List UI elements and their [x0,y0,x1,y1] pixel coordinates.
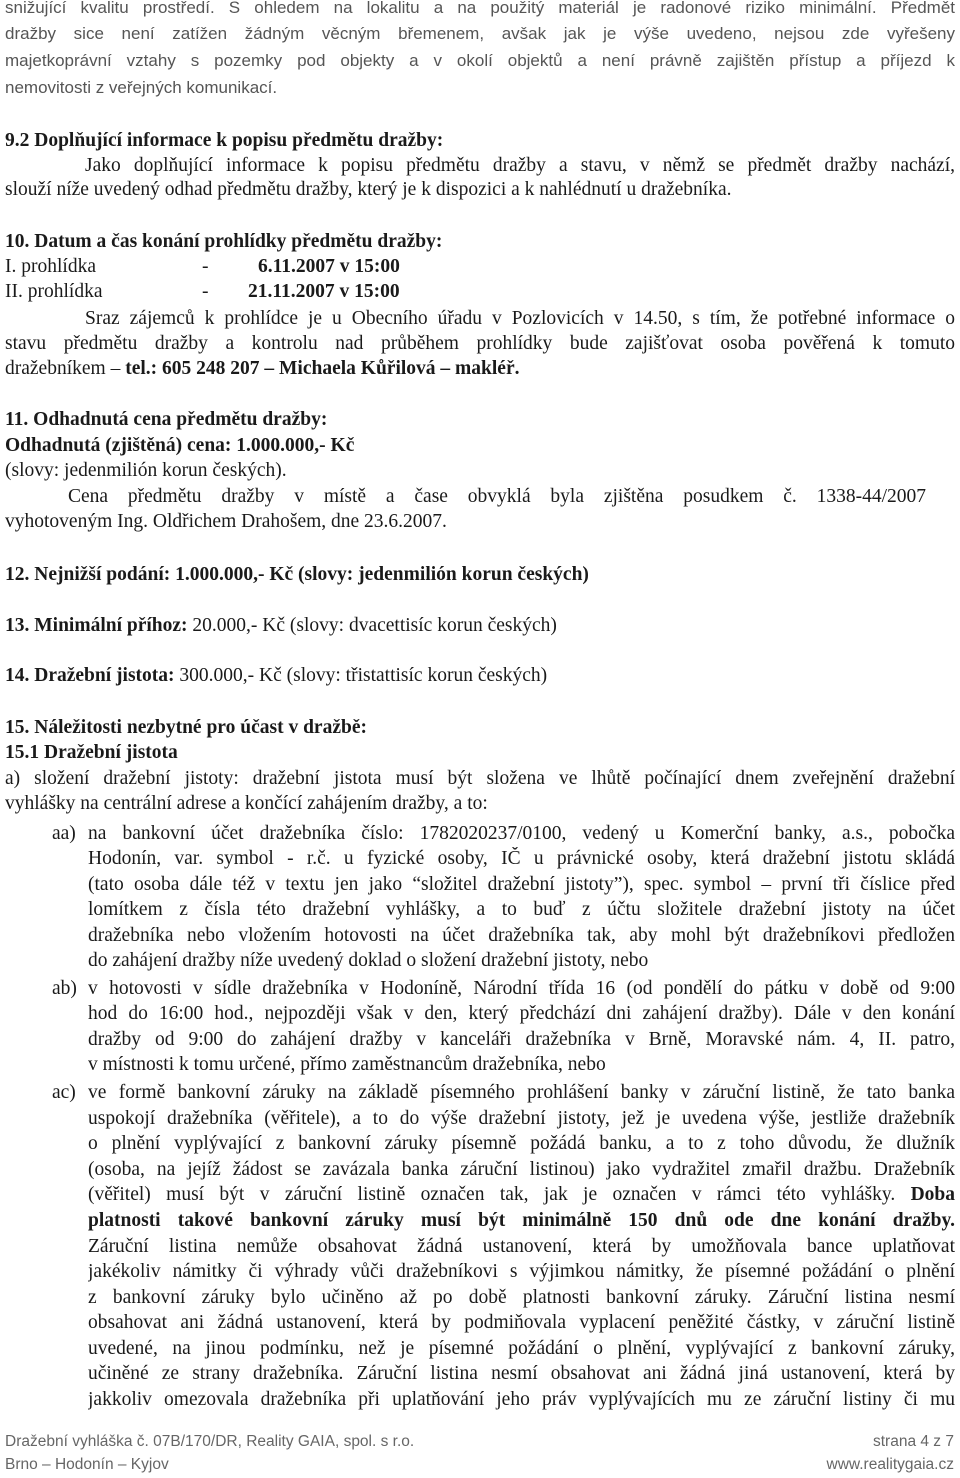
guarantee-validity: platnosti takové bankovní záruky musí být minimálně 150 dnů ode dne konání dražby. [88,1210,955,1231]
visit-1-date: 6.11.2007 v 15:00 [258,256,400,277]
list-item-line: na bankovní účet dražebníka číslo: 1782020237/0100, vedený u Komerční banky, a.s., pobočka [88,823,955,844]
section-heading-11: 11. Odhadnutá cena předmětu dražby: [5,409,328,430]
contact-line [5,357,519,381]
list-item-line: dražebníka nebo vložením hotovosti na účet dražebníka tak, aby mohl být dražebníkovi předložen [88,925,955,946]
list-item-line: o plnění vyplývající z bankovní záruky písemně požádá banku, a to z toho důvodu, že dlužník [88,1133,955,1154]
list-item-line: uvedené, na jinou podmínku, než je písemné požádání o plnění, vyplývající z bankovní záruky, [88,1338,955,1359]
list-item-line: obsahovat ani žádná ustanovení, která by podmiňovala vyplacení peněžité částky, v záruční listině [88,1312,955,1333]
paragraph-line: majetkoprávní vztahy s pozemky pod objekty a v okolí objektů a není právně zajištěn přístup a příjezd k [5,51,955,70]
visit-2-date: 21.11.2007 v 15:00 [248,281,400,302]
list-item-line: Hodonín, var. symbol - r.č. u fyzické osoby, IČ u právnické osoby, která dražební jistotu skládá [88,848,955,869]
footer-website: www.realitygaia.cz [826,1456,954,1473]
paragraph-line: snižující kvalitu prostředí. S ohledem na lokalitu a na použitý materiál je radonové riziko minimální. Předmět [5,0,955,17]
guarantee-text: (věřitel) musí být v záruční listině označen tak, jak je označen v rámci této vyhlášky. [88,1184,911,1205]
list-item-line: z bankovní záruky bylo učiněno až po době platnosti bankovní záruky. Záruční listina nesmí [88,1287,955,1308]
list-item-label-aa: aa) [52,823,76,844]
paragraph-line: vyhlášky na centrální adrese a končící zahájením dražby, a to: [5,793,488,814]
section-heading-10: 10. Datum a čas konání prohlídky předmětu dražby: [5,231,443,252]
list-item-line: jakékoliv námitky či výhrady vůči dražebníkovi s výjimkou námitky, že písemné požádání o plnění [88,1261,955,1282]
list-item-line: uspokojí dražebníka (věřitele), a to do výše dražební jistoty, jež je uvedena výše, jestliže dražebník [88,1108,955,1129]
section-heading-9-2: 9.2 Doplňující informace k popisu předmětu dražby: [5,130,444,151]
footer-page-number: strana 4 z 7 [873,1433,954,1450]
visit-1-dash: - [202,256,209,277]
list-item-line: do zahájení dražby níže uvedený doklad o složení dražební jistoty, nebo [88,950,649,971]
paragraph-line: dražby sice není zatížen žádným věcným břemenem, avšak jak je výše uvedeno, nejsou zde vyřešeny [5,24,955,43]
section-13 [5,614,557,638]
list-item-line: dražby od 9:00 do zahájení dražby v kanceláři dražebníka v Brně, Moravské nám. 4, II. patro, [88,1029,955,1050]
list-item-line: v hotovosti v sídle dražebníka v Hodoníně, Národní třída 16 (od pondělí do pátku v době od 9:00 [88,978,955,999]
list-item-line: (osoba, na jejíž žádost se zavázala banka záruční listinou) jako vydražitel zmařil dražbu. Dražebník [88,1159,955,1180]
list-item-line: Záruční listina nemůže obsahovat žádná ustanovení, která by umožňovala bance uplatňovat [88,1236,955,1257]
paragraph-line: a) složení dražební jistoty: dražební jistota musí být složena ve lhůtě počínající dnem zveřejnění dražební [5,768,955,789]
section-heading-14: 14. Dražební jistota: [5,665,180,686]
visit-2-dash: - [202,281,209,302]
list-item-line: lomítkem z čísla této dražební vyhlášky, a to buď z účtu složitele dražební jistoty na účet [88,899,955,920]
list-item-line: učiněné ze strany dražebníka. Záruční listina nesmí obsahovat ani žádná jiná ustanovení, která by [88,1363,955,1384]
contact-phone: tel.: 605 248 207 – Michaela Kůřilová – makléř. [125,358,520,379]
list-item-line: jakkoliv omezovala dražebníka při uplatňování jeho práv vyplývajících mu ze záruční listiny či mu [88,1389,955,1410]
section-heading-12: 12. Nejnižší podání: 1.000.000,- Kč (slovy: jedenmilión korun českých) [5,564,589,585]
estimated-price: Odhadnutá (zjištěná) cena: 1.000.000,- Kč [5,435,355,456]
paragraph-line: slouží níže uvedený odhad předmětu dražby, který je k dispozici a k nahlédnutí u dražebníka. [5,179,732,200]
paragraph-line: Cena předmětu dražby v místě a čase obvyklá byla zjištěna posudkem č. 1338-44/2007 [68,486,926,507]
footer-document-id: Dražební vyhláška č. 07B/170/DR, Reality GAIA, spol. s r.o. [5,1433,415,1450]
section-heading-15: 15. Náležitosti nezbytné pro účast v dražbě: [5,717,367,738]
contact-prefix: dražebníkem – [5,358,126,379]
list-item-label-ab: ab) [52,978,77,999]
subsection-heading-15-1: 15.1 Dražební jistota [5,742,178,763]
paragraph-line: vyhotoveným Ing. Oldřichem Drahošem, dne 23.6.2007. [5,511,447,532]
paragraph-line: stavu předmětu dražby a kontrolu nad průběhem prohlídky bude zajišťovat osoba pověřená k tomuto [5,333,955,354]
paragraph-line: Sraz zájemců k prohlídce je u Obecního úřadu v Pozlovicích v 14.50, s tím, že potřebné informace o [85,308,955,329]
paragraph-line: nemovitosti z veřejných komunikací. [5,78,278,97]
price-in-words: (slovy: jedenmilión korun českých). [5,460,287,481]
min-bid-value: 20.000,- Kč (slovy: dvacettisíc korun českých) [192,615,557,636]
footer-locations: Brno – Hodonín – Kyjov [5,1456,169,1473]
list-item-line: v místnosti k tomu určené, přímo zaměstnancům dražebníka, nebo [88,1054,606,1075]
list-item-line [88,1183,955,1207]
list-item-line: (tato osoba dále též v textu jen jako “složitel dražební jistoty”), spec. symbol – první tři číslice před [88,874,955,895]
paragraph-line: Jako doplňující informace k popisu předmětu dražby a stavu, v němž se předmět dražby nachází, [85,155,955,176]
section-heading-13: 13. Minimální příhoz: [5,615,193,636]
list-item-line: ve formě bankovní záruky na základě písemného prohlášení banky v záruční listině, že tato banka [88,1082,955,1103]
deposit-value: 300.000,- Kč (slovy: třistattisíc korun českých) [179,665,548,686]
guarantee-validity-start: Doba [910,1184,955,1205]
visit-1-label: I. prohlídka [5,256,96,277]
list-item-line: hod do 16:00 hod., nejpozději však v den, který předchází dni zahájení dražby). Dále v den konání [88,1003,955,1024]
list-item-label-ac: ac) [52,1082,76,1103]
visit-2-label: II. prohlídka [5,281,103,302]
section-14 [5,664,547,688]
